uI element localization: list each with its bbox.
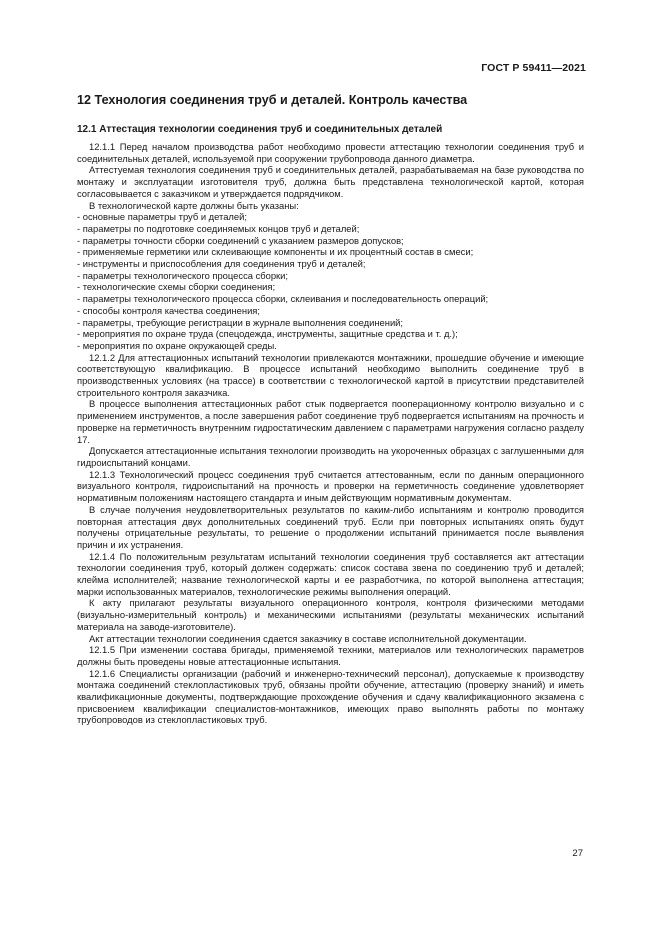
paragraph: В технологической карте должны быть указаны: <box>89 199 299 211</box>
subsection-title: 12.1 Аттестация технологии соединения труб и соединительных деталей <box>77 124 443 135</box>
list-item: - параметры, требующие регистрации в журнале выполнения соединений; <box>77 316 404 328</box>
list-item: - параметры технологического процесса сборки; <box>77 269 289 281</box>
paragraph-12-1-2: 12.1.2 Для аттестационных испытаний технологии привлекаются монтажники, прошедшие обучение и имеющие соответствующую квалификацию. В процессе испытаний необходимо выполнить соединение труб в производственных условиях (на трассе) в соответствии с технологической картой в присутствии представителей строительного контроля заказчика. <box>77 351 584 398</box>
paragraph: Акт аттестации технологии соединения сдается заказчику в составе исполнительной документации. <box>89 632 527 644</box>
paragraph-12-1-3: 12.1.3 Технологический процесс соединения труб считается аттестованным, если по данным операционного визуального контроля, гидроиспытаний на прочность и проверки на герметичность соединение удовлетворяет нормативным положениям настоящего стандарта и иным действующим нормативным документам. <box>77 468 584 504</box>
paragraph: Допускается аттестационные испытания технологии производить на укороченных образцах с заглушенными для гидроиспытаний концами. <box>77 445 584 468</box>
paragraph-12-1-5: 12.1.5 При изменении состава бригады, применяемой техники, материалов или технологических параметров должны быть проведены новые аттестационные испытания. <box>77 644 584 667</box>
list-item: - основные параметры труб и деталей; <box>77 211 247 223</box>
page-number: 27 <box>572 848 583 859</box>
standard-designation: ГОСТ Р 59411—2021 <box>481 62 586 74</box>
paragraph: К акту прилагают результаты визуального операционного контроля, контроля физическими методами (визуально-измерительный контроль) и механическими испытаниями (результаты механических испытаний материала на заводе-изготовителе). <box>77 597 584 632</box>
list-item: - мероприятия по охране труда (спецодежда, инструменты, защитные средства и т. д.); <box>77 328 458 340</box>
list-item: - параметры точности сборки соединений с указанием размеров допусков; <box>77 234 404 246</box>
body-text <box>77 141 584 726</box>
paragraph-12-1-6: 12.1.6 Специалисты организации (рабочий и инженерно-технический персонал), допускаемые к производству монтажа соединений стеклопластиковых труб, обязаны пройти обучение, аттестацию (проверку знаний) и иметь квалификационные документы, подтверждающие прохождение обучения и сдачу квалификационного экзамена с присвоением квалификации специалистов-монтажников, имеющих право выполнять работы по монтажу трубопроводов из стеклопластиковых труб. <box>77 667 584 726</box>
section-title: 12 Технология соединения труб и деталей. Контроль качества <box>77 93 468 107</box>
paragraph: Аттестуемая технология соединения труб и соединительных деталей, разрабатываемая на базе руководства по монтажу и эксплуатации изготовителя труб, должна быть представлена технологической картой, которая согласовывается с заказчиком и утверждается подрядчиком. <box>77 164 584 199</box>
paragraph-12-1-1: 12.1.1 Перед началом производства работ необходимо провести аттестацию технологии соединения труб и соединительных деталей, используемой при сооружении трубопровода данного диаметра. <box>77 141 584 164</box>
list-item: - параметры технологического процесса сборки, склеивания и последовательность операций; <box>77 293 489 305</box>
list-item: - параметры по подготовке соединяемых концов труб и деталей; <box>77 222 360 234</box>
list-item: - способы контроля качества соединения; <box>77 304 260 316</box>
paragraph: В случае получения неудовлетворительных результатов по каким-либо испытаниям и контролю проводится повторная аттестация двух дополнительных соединений труб. Если при повторных испытаниях опять будут получены отрицательные результаты, то решение о продолжении испытаний принимается после выявления причин и их устранения. <box>77 503 584 550</box>
list-item: - инструменты и приспособления для соединения труб и деталей; <box>77 258 366 270</box>
list-item: - мероприятия по охране окружающей среды. <box>77 339 277 351</box>
paragraph: В процессе выполнения аттестационных работ стык подвергается пооперационному контролю визуально и с применением инструментов, а после завершения работ соединение труб подвергается испытаниям на прочность и проверке на герметичность внутренним гидростатическим давлением с параметрами нагружения согласно разделу 17. <box>77 398 584 445</box>
list-item: - применяемые герметики или склеивающие компоненты и их процентный состав в смеси; <box>77 246 474 258</box>
paragraph-12-1-4: 12.1.4 По положительным результатам испытаний технологии соединения труб составляется акт аттестации технологии соединения труб, который должен содержать: список состава звена по соединению труб и деталей; клейма исполнителей; название технологической карты и ее разработчика, по которой выполнена аттестация; марки использованных материалов, технологические режимы выполнения операций. <box>77 550 584 597</box>
list-item: - технологические схемы сборки соединения; <box>77 281 276 293</box>
